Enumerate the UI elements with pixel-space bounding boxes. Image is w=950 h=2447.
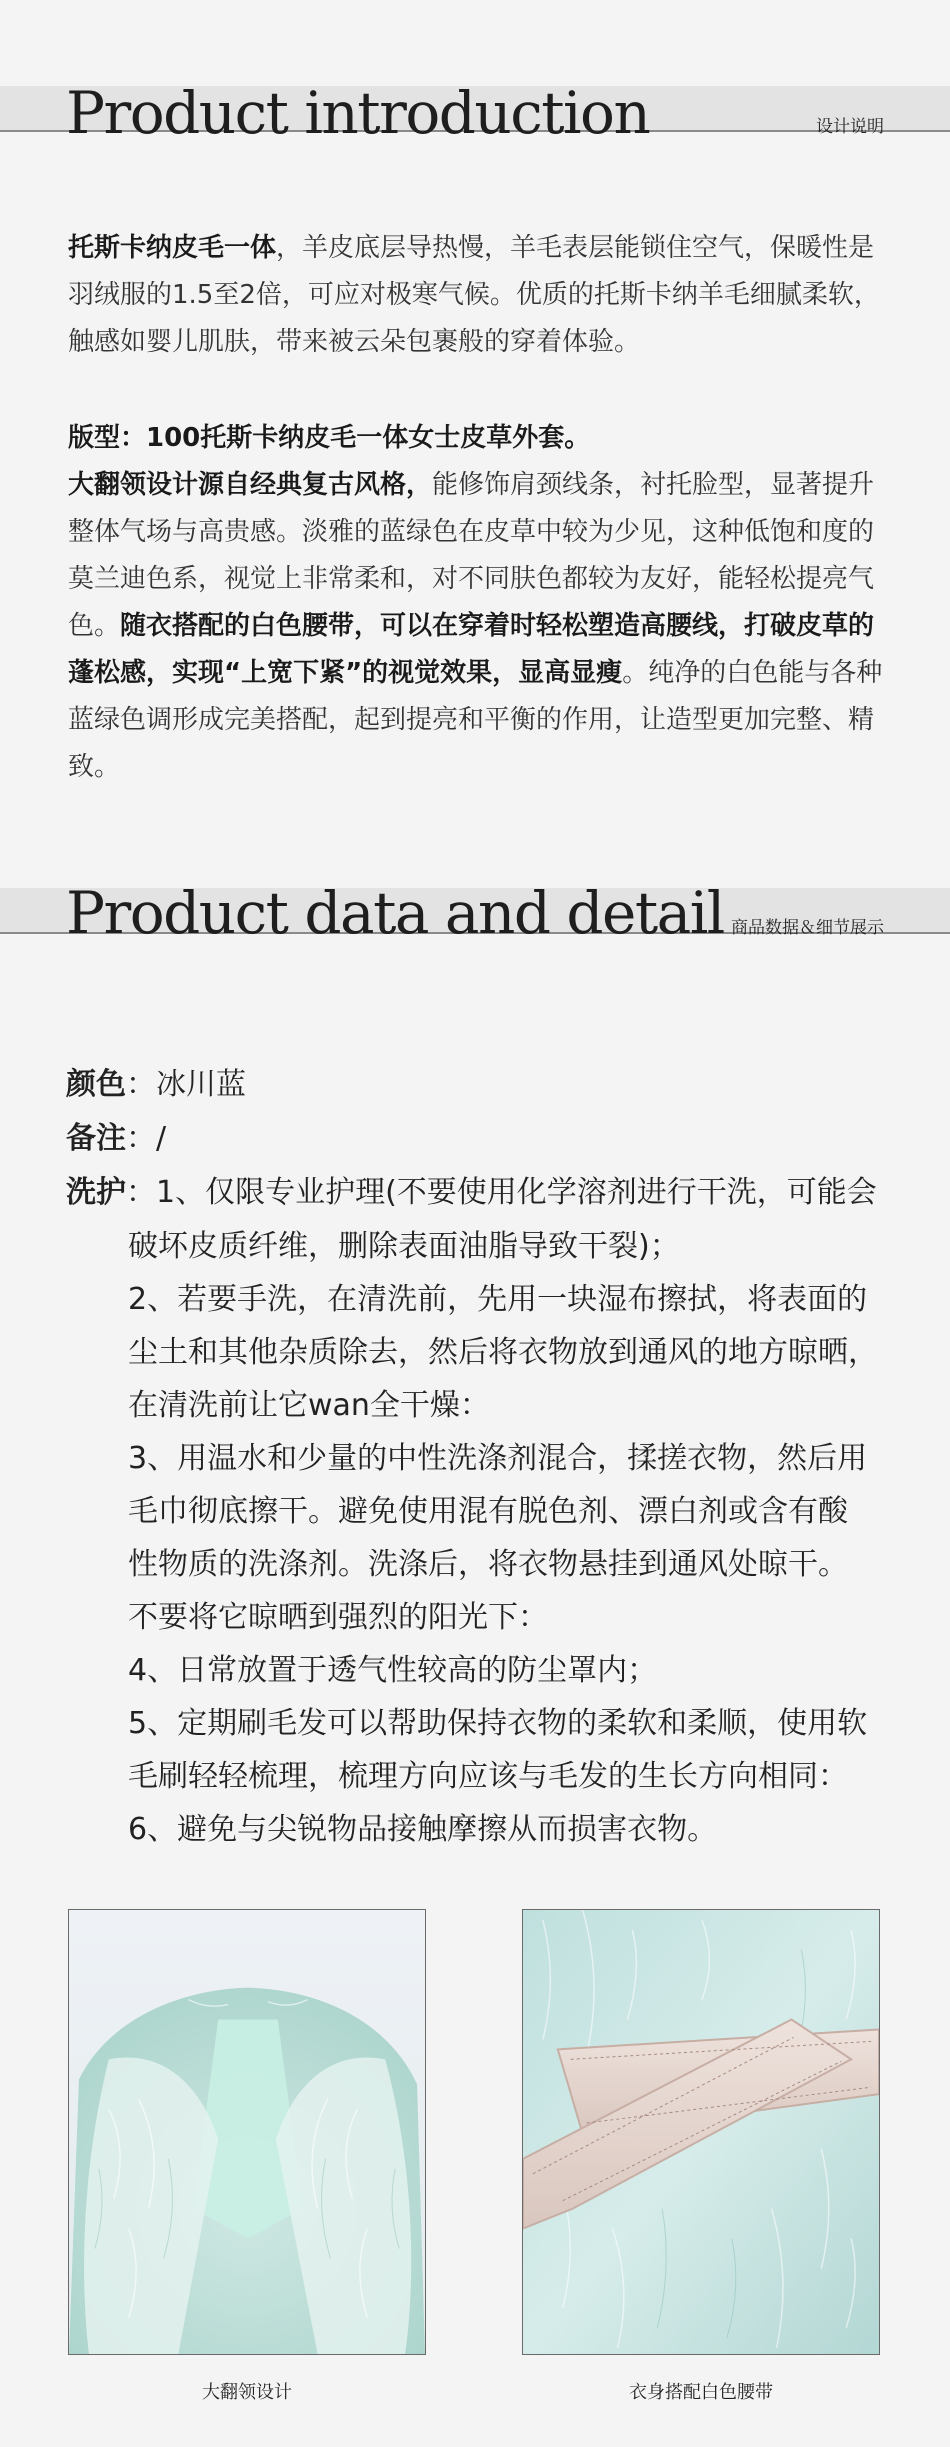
spec-care-label: 洗护 (66, 1175, 126, 1210)
care-line: 毛巾彻底擦干。避免使用混有脱色剂、漂白剂或含有酸 (128, 1494, 848, 1529)
photo-caption: 大翻领设计 (202, 2382, 292, 2403)
spec-note-value: / (156, 1121, 167, 1156)
intro-text: ，羊皮底层导热慢，羊毛表层能锁住空气，保暖性是羽绒服的1.5至2倍，可应对极寒气候。优质的托斯卡纳羊毛细腻柔软，触感如婴儿肌肤，带来被云朵包裹般的穿着体验。 (68, 233, 880, 357)
spec-color-value: 冰川蓝 (156, 1067, 246, 1102)
care-instructions (66, 1220, 896, 1856)
care-line: 性物质的洗涤剂。洗涤后，将衣物悬挂到通风处晾干。 (128, 1547, 848, 1582)
care-line: 3、用温水和少量的中性洗涤剂混合，揉搓衣物，然后用 (128, 1441, 868, 1476)
care-line: 毛刷轻轻梳理，梳理方向应该与毛发的生长方向相同： (128, 1759, 848, 1794)
collar-detail-photo (68, 1909, 426, 2355)
belt-text: 。纯净的白色能与各种蓝绿色调形成完美搭配，起到提亮和平衡的作用，让造型更加完整、精致。 (68, 658, 883, 782)
separator: ： (126, 1175, 156, 1210)
collar-design-text: 能修饰肩颈线条，衬托脸型，显著提升整体气场与高贵感。淡雅的蓝绿色在皮草中较为少见，这种低饱和度的莫兰迪色系，视觉上非常柔和，对不同肤色都较为友好，能轻松提亮气色。 (68, 470, 875, 641)
product-specs (66, 1058, 896, 1856)
care-line: 4、日常放置于透气性较高的防尘罩内； (128, 1653, 658, 1688)
care-line: 破坏皮质纤维，删除表面油脂导致干裂)； (128, 1229, 680, 1264)
care-line: 不要将它晾晒到强烈的阳光下： (128, 1600, 548, 1635)
section-title-product-introduction: Product introduction (66, 79, 650, 147)
spec-color (66, 1058, 896, 1112)
spec-note-label: 备注 (66, 1121, 126, 1156)
separator: ： (126, 1067, 156, 1102)
care-line: 在清洗前让它wan全干燥： (128, 1388, 490, 1423)
intro-bold-lead: 托斯卡纳皮毛一体 (68, 233, 277, 263)
spec-color-label: 颜色 (66, 1067, 126, 1102)
section-subtitle-data-detail: 商品数据＆细节展示 (731, 918, 884, 938)
separator: ： (126, 1121, 156, 1156)
belt-detail-photo (522, 1909, 880, 2355)
care-line: 5、定期刷毛发可以帮助保持衣物的柔软和柔顺，使用软 (128, 1706, 868, 1741)
intro-paragraph-2 (68, 415, 883, 791)
spec-care (66, 1166, 896, 1220)
belt-bold: 随衣搭配的白色腰带，可以在穿着时轻松塑造高腰线，打破皮草的蓬松感，实现“上宽下紧”的视觉效果，显高显瘦 (68, 611, 875, 688)
care-line: 1、仅限专业护理(不要使用化学溶剂进行干洗，可能会 (156, 1175, 877, 1210)
care-line: 6、避免与尖锐物品接触摩擦从而损害衣物。 (128, 1812, 718, 1847)
intro-paragraph-1 (68, 225, 883, 366)
section-title-product-data: Product data and detail (66, 879, 724, 947)
care-line: 2、若要手洗，在清洗前，先用一块湿布擦拭，将表面的 (128, 1282, 868, 1317)
spec-note (66, 1112, 896, 1166)
photo-caption: 衣身搭配白色腰带 (629, 2382, 773, 2403)
style-label: 版型：100托斯卡纳皮毛一体女士皮草外套。 (68, 423, 591, 453)
care-line: 尘土和其他杂质除去，然后将衣物放到通风的地方晾晒， (128, 1335, 878, 1370)
collar-design-bold: 大翻领设计源自经典复古风格， (68, 470, 433, 500)
section-subtitle-design: 设计说明 (816, 117, 884, 137)
